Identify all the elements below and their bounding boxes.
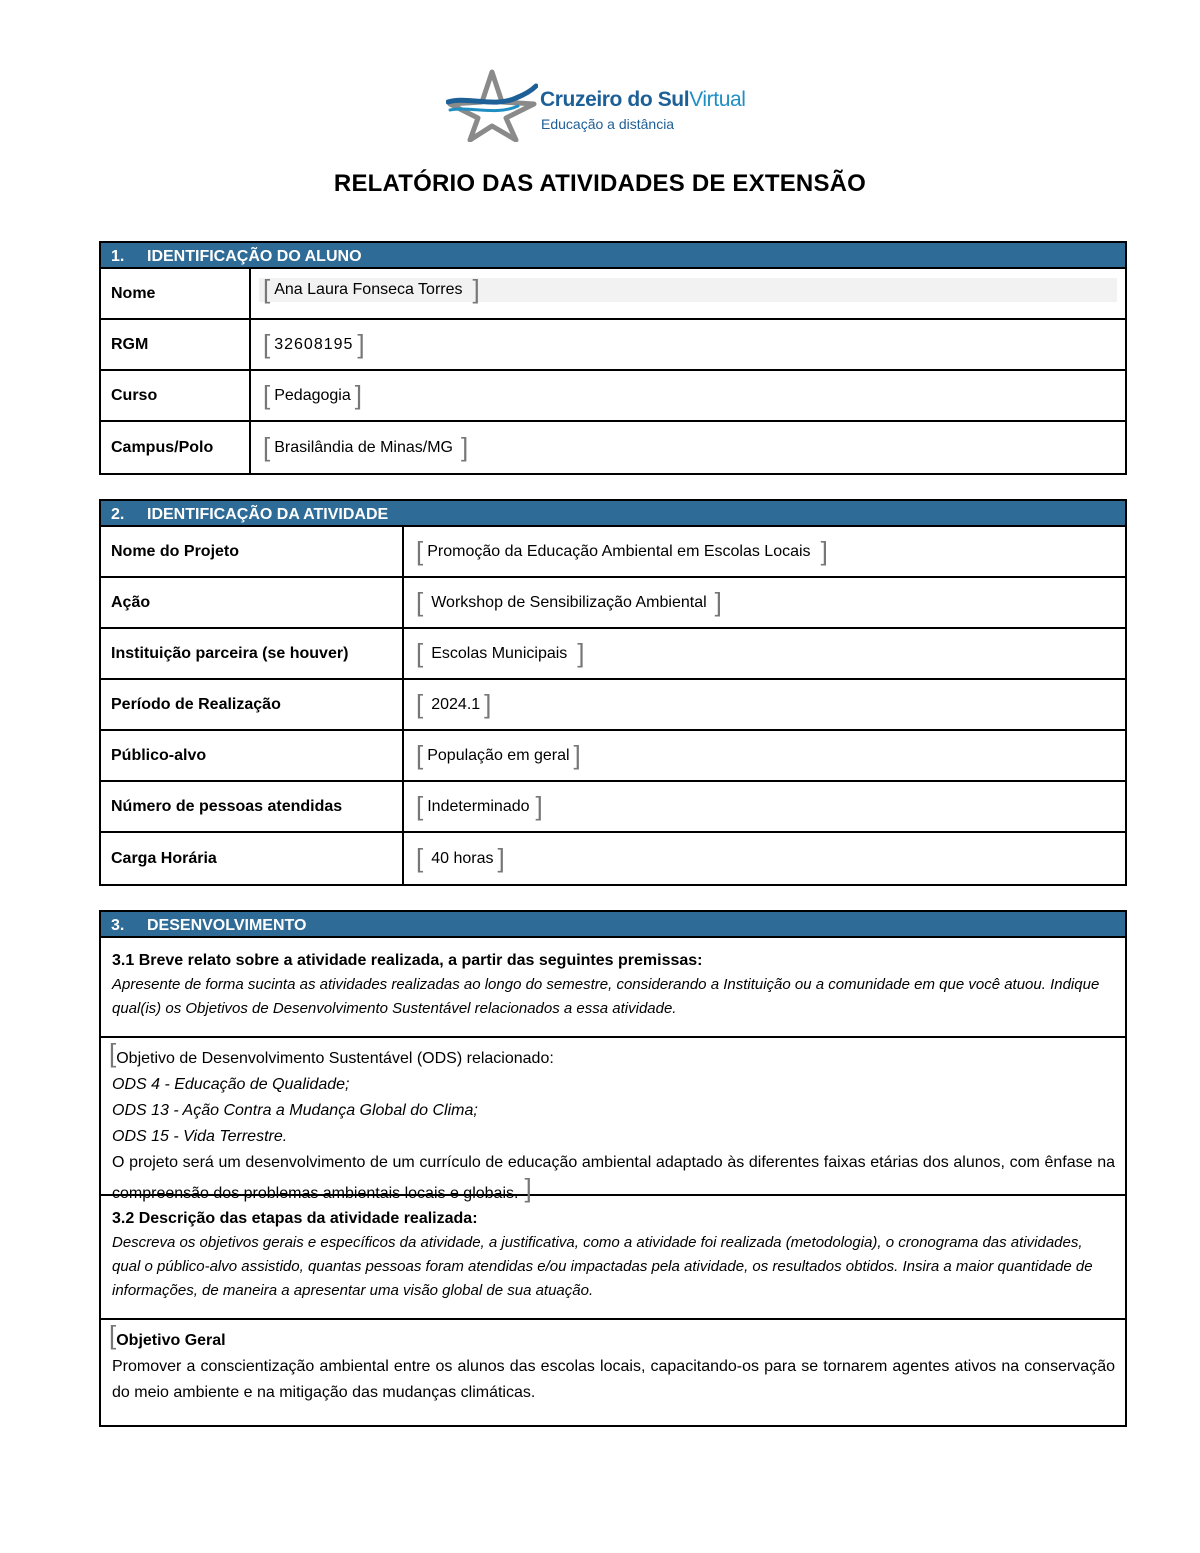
table-row	[101, 371, 1125, 422]
ods-item: ODS 4 - Educação de Qualidade;	[112, 1076, 350, 1093]
field-label: Nome	[101, 269, 251, 318]
brief-report-answer[interactable]: [Objetivo de Desenvolvimento Sustentável (ODS) relacionado: ODS 4 - Educação de Qualidade; ODS 13 - Ação Contra a Mudança Global do Clima; ODS 15 - Vida Terrestre. O projeto será um desenvolvimento de um currículo de educação ambiental adaptado às diferentes faixas etárias dos alunos, com ênfase na compreensão dos problemas ambientais locais e globais. ]	[101, 1038, 1125, 1196]
table-row	[101, 782, 1125, 833]
instructions: Descreva os objetivos gerais e específicos da atividade, a justificativa, como a atividade foi realizada (metodologia), o cronograma das atividades, qual o público-alvo assistido, quantas pessoas foram atendidas e/ou impactadas pela atividade, os resultados obtidos. Insira a maior quantidade de informações, de maneira a apresentar uma visão global de sua atuação.	[112, 1234, 1093, 1299]
ods-item: ODS 13 - Ação Contra a Mudança Global do Clima;	[112, 1102, 478, 1119]
brand-logo	[446, 68, 766, 142]
table-row	[101, 578, 1125, 629]
name-field[interactable]: [ Ana Laura Fonseca Torres ]	[259, 278, 1117, 302]
target-audience-field[interactable]: [ População em geral ]	[416, 739, 581, 770]
steps-description-answer[interactable]: [Objetivo Geral Promover a conscientização ambiental entre os alunos das escolas locais, capacitando-os para se tornarem agentes ativos na conservação do meio ambiente e na mitigação das mudanças climáticas.	[101, 1320, 1125, 1425]
section-student-identification	[99, 241, 1127, 475]
field-label: Curso	[101, 371, 251, 420]
star-swoosh-icon	[446, 68, 538, 142]
table-row	[101, 320, 1125, 371]
field-label: Nome do Projeto	[101, 527, 404, 576]
objective-heading: Objetivo Geral	[116, 1332, 226, 1349]
section-activity-identification	[99, 499, 1127, 886]
people-served-field[interactable]: [ Indeterminado ]	[416, 790, 543, 821]
campus-field[interactable]: [ Brasilândia de Minas/MG ]	[263, 431, 469, 462]
table-row	[101, 833, 1125, 884]
table-row	[101, 629, 1125, 680]
table-row	[101, 731, 1125, 782]
subsection-title: 3.1 Breve relato sobre a atividade realizada, a partir das seguintes premissas:	[112, 952, 703, 969]
period-field[interactable]: [ 2024.1 ]	[416, 688, 492, 719]
subsection-title: 3.2 Descrição das etapas da atividade realizada:	[112, 1210, 478, 1227]
steps-description-prompt	[101, 1196, 1125, 1320]
rgm-field[interactable]: [ 32608195 ]	[263, 328, 365, 359]
project-name-field[interactable]: [ Promoção da Educação Ambiental em Escolas Locais ]	[416, 535, 828, 566]
section-header: 3. DESENVOLVIMENTO	[101, 912, 1125, 938]
objective-text: Promover a conscientização ambiental entre os alunos das escolas locais, capacitando-os para se tornarem agentes ativos na conservação do meio ambiente e na mitigação das mudanças climáticas.	[112, 1358, 1115, 1401]
workload-field[interactable]: [ 40 horas ]	[416, 842, 505, 873]
field-label: Público-alvo	[101, 731, 404, 780]
table-row	[101, 422, 1125, 473]
table-row	[101, 269, 1125, 320]
brand-tagline: Educação a distância	[541, 116, 675, 132]
section-header: 1. IDENTIFICAÇÃO DO ALUNO	[101, 243, 1125, 269]
field-label: Ação	[101, 578, 404, 627]
project-summary: O projeto será um desenvolvimento de um currículo de educação ambiental adaptado às diferentes faixas etárias dos alunos, com ênfase na compreensão dos problemas ambientais locais e globais.	[112, 1154, 1115, 1202]
field-label: Instituição parceira (se houver)	[101, 629, 404, 678]
document-title: RELATÓRIO DAS ATIVIDADES DE EXTENSÃO	[333, 170, 867, 197]
partner-institution-field[interactable]: [ Escolas Municipais ]	[416, 637, 585, 668]
field-label: Campus/Polo	[101, 422, 251, 473]
table-row	[101, 680, 1125, 731]
brand-name: Cruzeiro do SulVirtual	[540, 88, 746, 111]
table-row	[101, 527, 1125, 578]
brief-report-prompt	[101, 938, 1125, 1038]
ods-item: ODS 15 - Vida Terrestre.	[112, 1128, 288, 1145]
ods-intro: Objetivo de Desenvolvimento Sustentável (ODS) relacionado:	[116, 1050, 554, 1067]
action-field[interactable]: [ Workshop de Sensibilização Ambiental ]	[416, 586, 722, 617]
instructions: Apresente de forma sucinta as atividades realizadas ao longo do semestre, considerando a Instituição ou a comunidade em que você atuou. Indique qual(is) os Objetivos de Desenvolvimento Sustentável relacionados a essa atividade.	[112, 976, 1100, 1017]
section-development	[99, 910, 1127, 1427]
field-label: RGM	[101, 320, 251, 369]
field-label: Número de pessoas atendidas	[101, 782, 404, 831]
field-label: Carga Horária	[101, 833, 404, 884]
course-field[interactable]: [ Pedagogia ]	[263, 379, 362, 410]
section-header: 2. IDENTIFICAÇÃO DA ATIVIDADE	[101, 501, 1125, 527]
field-label: Período de Realização	[101, 680, 404, 729]
